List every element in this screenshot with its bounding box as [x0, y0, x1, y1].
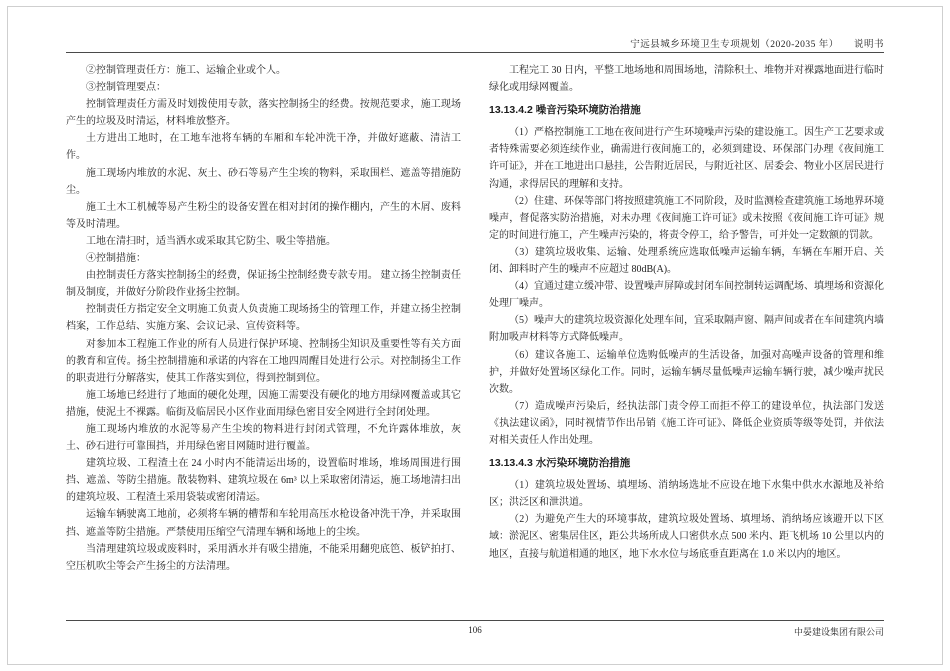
paragraph: 控制管理责任方需及时划拨使用专款，落实控制扬尘的经费。按规范要求，施工现场产生的垃圾及时清运，材料堆放整齐。 — [66, 99, 461, 128]
right-column — [489, 62, 884, 575]
paragraph: 控制责任方指定安全文明施工负责人负责施工现场扬尘的管理工作，并建立扬尘控制档案，工作总结、实施方案、会议记录、宣传资料等。 — [66, 304, 461, 333]
section-heading-noise: 13.13.4.2 噪音污染环境防治措施 — [489, 104, 641, 117]
paragraph: （2）住建、环保等部门将按照建筑施工不同阶段，及时监测检查建筑施工场地界环境噪声，督促落实防治措施，对未办理《夜间施工许可证》或未按照《夜间施工许可证》规定的时间进行施工，产生噪声污染的，将责令停工，给予警告，可并处一定数额的罚款。 — [489, 195, 884, 241]
page-footer — [66, 625, 884, 641]
paragraph: （3）建筑垃圾收集、运输、处理系统应选取低噪声运输车辆，车辆在车厢开启、关闭、卸料时产生的噪声不应超过 80dB(A)。 — [489, 246, 884, 276]
paragraph: 施工场地已经进行了地面的硬化处理，因施工需要没有硬化的地方用绿网覆盖或其它措施，使泥土不裸露。临街及临居民小区作业面用绿色密目安全网进行全封闭处理。 — [66, 389, 461, 418]
paragraph: 建筑垃圾、工程渣土在 24 小时内不能清运出场的，设置临时堆场，堆场周围进行围挡、遮盖、等防尘措施。散装物料、建筑垃圾在 6m³ 以上采取密闭清运，施工场地清扫出的建筑垃圾、工程渣土采用袋装或密闭清运。 — [66, 458, 461, 504]
paragraph: 由控制责任方落实控制扬尘的经费，保证扬尘控制经费专款专用。 建立扬尘控制责任制及制度，并做好分阶段作业扬尘控制。 — [66, 270, 461, 299]
paragraph: （6）建议各施工、运输单位选购低噪声的生活设备，加强对高噪声设备的管理和维护，并做好处置场区绿化工作。同时，运输车辆尽量低噪声运输车辆行驶，减少噪声扰民次数。 — [489, 349, 884, 395]
paragraph: （4）宜通过建立缓冲带、设置噪声屏障或封闭车间控制转运调配场、填埋场和资源化处理厂噪声。 — [489, 281, 884, 310]
paragraph: （1）建筑垃圾处置场、填埋场、消纳场选址不应设在地下水集中供水水源地及补给区；洪泛区和泄洪道。 — [489, 480, 884, 509]
paragraph: 工地在清扫时，适当洒水或采取其它防尘、吸尘等措施。 — [86, 235, 336, 247]
page-number: 106 — [468, 625, 482, 635]
paragraph: （5）噪声大的建筑垃圾资源化处理车间，宜采取隔声窗、隔声间或者在车间建筑内墙附加吸声材料等方式降低噪声。 — [489, 315, 884, 344]
paragraph: 当清理建筑垃圾或废料时，采用洒水并有吸尘措施，不能采用翻兜底笆、板铲拍打、空压机吹尘等会产生扬尘的方法清理。 — [66, 543, 461, 572]
paragraph: 运输车辆驶离工地前，必须将车辆的槽帮和车轮用高压水枪设备冲洗干净，并采取围挡、遮盖等防尘措施。严禁使用压缩空气清理车辆和场地上的尘埃。 — [66, 509, 461, 538]
header-title: 宁远县城乡环境卫生专项规划（2020-2035 年） 说明书 — [630, 40, 884, 50]
document-content — [66, 62, 884, 575]
paragraph: （1）严格控制施工工地在夜间进行产生环境噪声污染的建设施工。因生产工艺要求或者特殊需要必须连续作业，确需进行夜间施工的，必须到建设、环保部门办理《夜间施工许可证》，并在工地进出口悬挂，公告附近居民，与附近社区、居委会、物业小区居民进行沟通，求得居民的理解和支持。 — [489, 127, 884, 190]
paragraph: 工程完工 30 日内，平整工地场地和周围场地，清除积土、堆物并对裸露地面进行临时绿化或用绿网覆盖。 — [489, 65, 884, 94]
paragraph: 施工现场内堆放的水泥等易产生尘埃的物料进行封闭式管理，不允许露体堆放，灰土、砂石进行可靠围挡，并用绿色密目网随时进行覆盖。 — [66, 423, 461, 453]
paragraph: 施工土木工机械等易产生粉尘的设备安置在相对封闭的操作棚内，产生的木屑、废料等及时清理。 — [66, 201, 461, 230]
paragraph: ④控制措施： — [86, 253, 146, 265]
paragraph: （7）造成噪声污染后，经执法部门责令停工而拒不停工的建设单位，执法部门发送《执法建议函》，同时视情节作出吊销《施工许可证》、降低企业资质等级等处罚，并依法对相关责任人作出处理。 — [489, 400, 884, 446]
paragraph: 土方进出工地时，在工地车池将车辆的车厢和车轮冲洗干净，并做好遮蔽、清洁工作。 — [66, 133, 461, 162]
page-header — [66, 36, 884, 50]
paragraph: 对参加本工程施工作业的所有人员进行保护环境、控制扬尘知识及重要性等有关方面的教育和宣传。扬尘控制措施和承诺的内容在工地四周醒目处进行公示。对控制扬尘工作的职责进行分解落实，使其工作落实到位，得到控制到位。 — [66, 338, 461, 384]
paragraph: ③控制管理要点： — [86, 82, 166, 94]
left-column — [66, 62, 461, 575]
section-heading-water: 13.13.4.3 水污染环境防治措施 — [489, 457, 631, 470]
paragraph: ②控制管理责任方：施工、运输企业或个人。 — [86, 65, 286, 76]
footer-rule — [66, 620, 884, 621]
paragraph: （2）为避免产生大的环境事故，建筑垃圾处置场、填埋场、消纳场应该避开以下区域：淤泥区、密集居住区，距公共场所成人口密供水点 500 米内、距飞机场 10 公里以内的地区，直接与航道相通的地区，地下水水位与场底垂直距离在 1.0 米以内的地区。 — [489, 514, 884, 560]
header-rule — [66, 52, 884, 53]
paragraph: 施工现场内堆放的水泥、灰土、砂石等易产生尘埃的物料，采取围栏、遮盖等措施防尘。 — [66, 167, 461, 196]
footer-company: 中晏建设集团有限公司 — [793, 627, 884, 637]
